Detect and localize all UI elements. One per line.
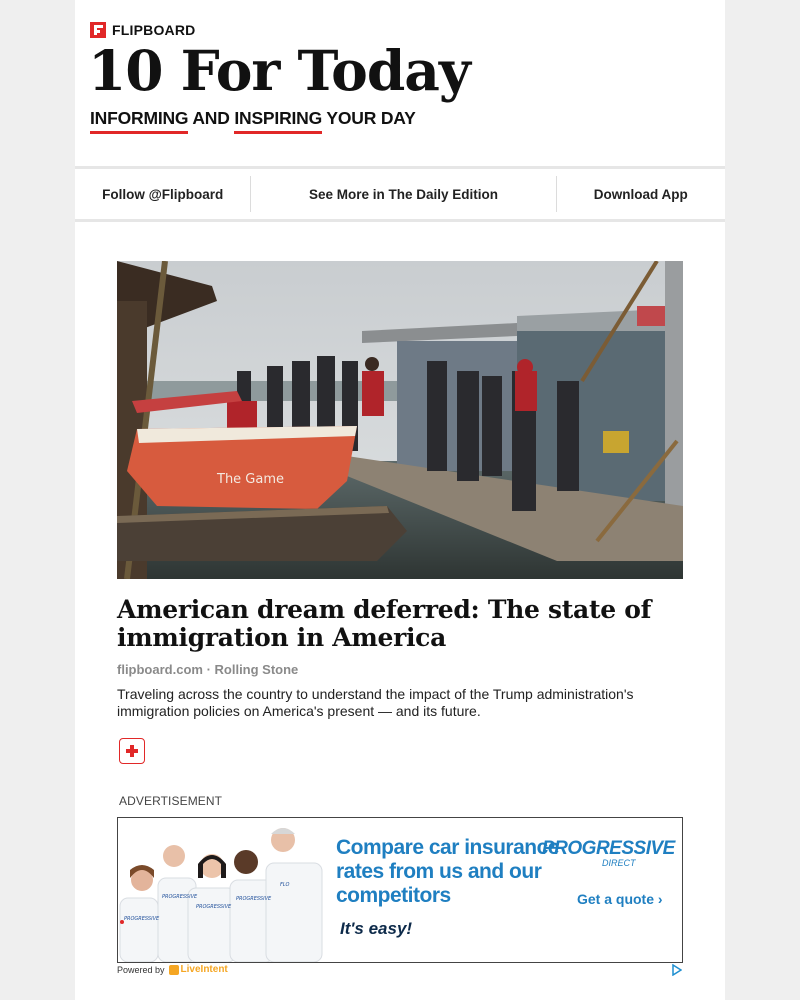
ad-people-image	[118, 818, 332, 962]
svg-text:PROGRESSIVE: PROGRESSIVE	[236, 896, 272, 902]
source-separator: ·	[202, 662, 215, 677]
tagline	[90, 108, 416, 129]
newsletter-page	[75, 0, 725, 1000]
svg-text:PROGRESSIVE: PROGRESSIVE	[162, 894, 198, 900]
liveintent-link[interactable]: LiveIntent	[180, 964, 228, 975]
ad-brand-logo[interactable]: PROGRESSIVE	[542, 838, 675, 859]
source-site[interactable]: flipboard.com	[117, 662, 203, 677]
ad-tagline: It's easy!	[340, 919, 413, 938]
download-app-link[interactable]: Download App	[593, 186, 688, 202]
adchoices-icon[interactable]	[672, 964, 682, 976]
article-source	[117, 662, 298, 677]
brand-name: FLIPBOARD	[112, 22, 196, 38]
powered-by-label: Powered by	[117, 964, 165, 975]
svg-text:PROGRESSIVE: PROGRESSIVE	[124, 916, 160, 922]
tagline-word: AND	[192, 108, 230, 128]
add-to-magazine-button[interactable]	[119, 738, 145, 764]
nav-bar	[75, 169, 725, 219]
advertisement-label: ADVERTISEMENT	[119, 794, 223, 808]
follow-link[interactable]: Follow @Flipboard	[102, 186, 224, 202]
advertisement-banner[interactable]	[117, 817, 683, 963]
divider	[75, 219, 725, 222]
svg-text:PROGRESSIVE: PROGRESSIVE	[196, 904, 232, 910]
tagline-word: YOUR DAY	[326, 108, 416, 128]
see-more-link[interactable]: See More in The Daily Edition	[308, 186, 498, 202]
article-hero-image[interactable]	[117, 261, 683, 579]
hero-photo	[117, 261, 683, 579]
header	[75, 0, 725, 166]
source-publisher[interactable]: Rolling Stone	[214, 662, 299, 677]
ad-brand-sub: DIRECT	[602, 858, 636, 868]
tagline-word: INFORMING	[90, 108, 189, 128]
article-description: Traveling across the country to understand the impact of the Trump administration's immigration policies on America's present — and its future.	[117, 686, 634, 719]
liveintent-icon	[169, 965, 179, 975]
ad-headline[interactable]: Compare car insurance rates from us and our competitors	[336, 836, 559, 907]
get-a-quote-link[interactable]: Get a quote ›	[577, 891, 663, 907]
article-title[interactable]: American dream deferred: The state of immigration in America	[117, 595, 652, 652]
newsletter-title: 10 For Today	[88, 38, 470, 103]
boat-name: The Game	[217, 472, 285, 487]
tagline-word: INSPIRING	[234, 108, 323, 128]
ad-footer	[117, 964, 228, 975]
svg-text:FLO: FLO	[280, 882, 290, 888]
